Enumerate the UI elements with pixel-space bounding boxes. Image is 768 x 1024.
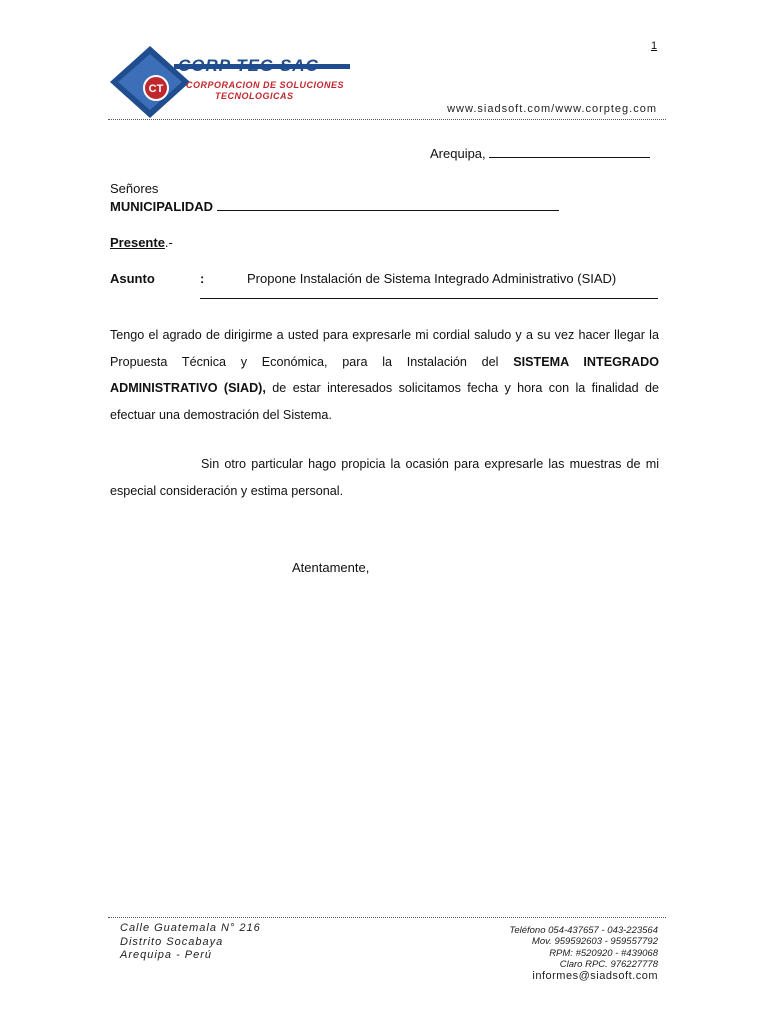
subject-underline xyxy=(200,298,658,299)
brand-tagline-1: CORPORACION DE SOLUCIONES xyxy=(186,80,345,90)
website-link[interactable]: www.siadsoft.com/www.corpteg.com xyxy=(447,103,657,115)
rpm-line: RPM: #520920 - #439068 xyxy=(549,947,658,959)
date-blank xyxy=(489,145,650,158)
footer-contact xyxy=(509,925,658,982)
presente-label: Presente xyxy=(110,235,165,250)
header-divider xyxy=(108,119,666,120)
salutation: Señores xyxy=(110,181,159,196)
presente-line xyxy=(110,234,173,252)
recipient-label: MUNICIPALIDAD xyxy=(110,199,214,214)
recipient-blank xyxy=(217,198,559,211)
closing: Atentamente, xyxy=(292,560,370,575)
recipient-line xyxy=(110,198,559,216)
brand-tagline-2: TECNOLOGICAS xyxy=(215,91,294,101)
phone-line: Teléfono 054-437657 - 043-223564 xyxy=(509,925,658,936)
p1-text-a: Tengo el agrado de dirigirme a usted para expresarle mi cordial saludo y a su vez hacer llegar la Propuesta Técnica y Económica, para la Instalación del xyxy=(110,328,659,369)
address-line-1: Calle Guatemala N° 216 xyxy=(120,922,261,934)
place-date-line xyxy=(430,145,650,163)
subject-text: Propone Instalación de Sistema Integrado Administrativo (SIAD) xyxy=(247,271,617,286)
brand-name: CORP TEG SAC xyxy=(178,56,319,75)
subject-label: Asunto xyxy=(110,271,155,286)
address-line-2: Distrito Socabaya xyxy=(120,935,224,948)
address-line-3: Arequipa - Perú xyxy=(120,949,213,961)
logo-monogram: CT xyxy=(148,83,164,95)
page-number: 1 xyxy=(651,40,658,52)
body-paragraph-1 xyxy=(110,322,659,428)
mobile-line: Mov. 959592603 - 959557792 xyxy=(531,936,658,948)
email-link[interactable]: informes@siadsoft.com xyxy=(532,969,658,982)
subject-colon: : xyxy=(200,271,205,286)
footer-address xyxy=(120,922,261,963)
p1-text-b: de estar interesados solicitamos fecha y hora con la finalidad de efectuar una demostración del Sistema. xyxy=(110,381,660,422)
p1-bold-system-name: SISTEMA INTEGRADO ADMINISTRATIVO (SIAD), xyxy=(110,354,659,395)
place-label: Arequipa, xyxy=(430,146,486,161)
footer-divider xyxy=(108,917,666,918)
body-paragraph-2: Sin otro particular hago propicia la ocasión para expresarle las muestras de mi especial consideración y estima personal. xyxy=(110,457,659,498)
claro-line: Claro RPC. 976227778 xyxy=(559,959,658,971)
presente-suffix: .- xyxy=(164,235,173,250)
